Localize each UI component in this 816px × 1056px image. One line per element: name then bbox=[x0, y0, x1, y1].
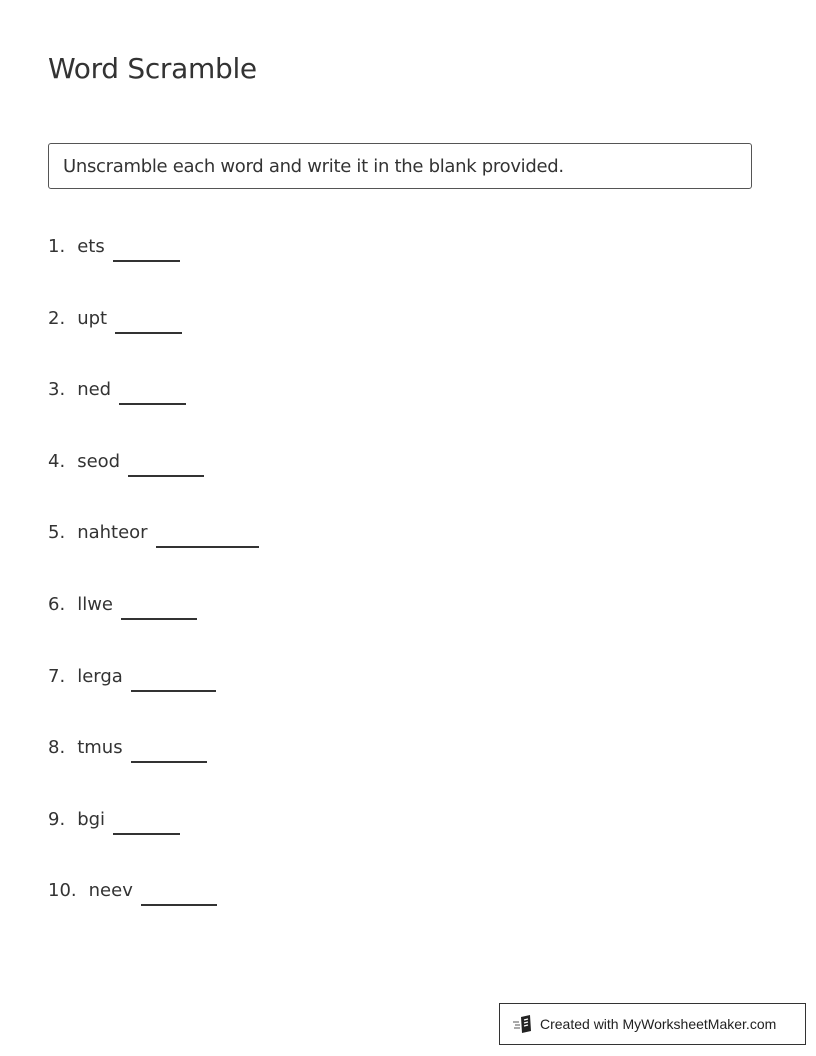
scrambled-word: tmus bbox=[77, 737, 123, 759]
item-number: 9. bbox=[48, 808, 66, 830]
footer-badge[interactable] bbox=[499, 1003, 806, 1045]
instructions-text: Unscramble each word and write it in the blank provided. bbox=[63, 155, 564, 177]
list-item bbox=[48, 236, 259, 308]
item-number: 2. bbox=[48, 307, 66, 329]
answer-blank[interactable] bbox=[115, 308, 182, 334]
answer-blank[interactable] bbox=[113, 236, 180, 262]
list-item bbox=[48, 880, 259, 952]
scramble-list bbox=[48, 236, 259, 952]
list-item bbox=[48, 379, 259, 451]
scrambled-word: seod bbox=[77, 450, 121, 472]
item-number: 1. bbox=[48, 236, 66, 257]
item-number: 5. bbox=[48, 522, 66, 544]
list-item bbox=[48, 522, 259, 594]
scrambled-word: bgi bbox=[77, 808, 106, 830]
answer-blank[interactable] bbox=[131, 666, 216, 692]
answer-blank[interactable] bbox=[128, 451, 204, 477]
answer-blank[interactable] bbox=[113, 809, 180, 835]
answer-blank[interactable] bbox=[131, 737, 207, 763]
scrambled-word: ned bbox=[77, 379, 112, 401]
list-item bbox=[48, 308, 259, 380]
answer-blank[interactable] bbox=[119, 379, 186, 405]
item-number: 7. bbox=[48, 665, 66, 687]
answer-blank[interactable] bbox=[141, 880, 217, 906]
scrambled-word: neev bbox=[88, 880, 133, 902]
item-number: 6. bbox=[48, 593, 66, 615]
worksheet-maker-logo-icon bbox=[512, 1014, 534, 1034]
footer-text: Created with MyWorksheetMaker.com bbox=[540, 1016, 777, 1032]
item-number: 8. bbox=[48, 737, 66, 759]
list-item bbox=[48, 809, 259, 881]
list-item bbox=[48, 666, 259, 738]
list-item bbox=[48, 451, 259, 523]
item-number: 3. bbox=[48, 379, 66, 401]
scrambled-word: ets bbox=[77, 236, 105, 257]
scrambled-word: lerga bbox=[77, 665, 123, 687]
answer-blank[interactable] bbox=[156, 522, 259, 548]
answer-blank[interactable] bbox=[121, 594, 197, 620]
scrambled-word: upt bbox=[77, 307, 108, 329]
instructions-box bbox=[48, 143, 752, 189]
page-title: Word Scramble bbox=[48, 52, 257, 85]
item-number: 4. bbox=[48, 450, 66, 472]
item-number: 10. bbox=[48, 880, 77, 902]
list-item bbox=[48, 594, 259, 666]
scrambled-word: nahteor bbox=[77, 522, 148, 544]
scrambled-word: llwe bbox=[77, 593, 113, 615]
list-item bbox=[48, 737, 259, 809]
